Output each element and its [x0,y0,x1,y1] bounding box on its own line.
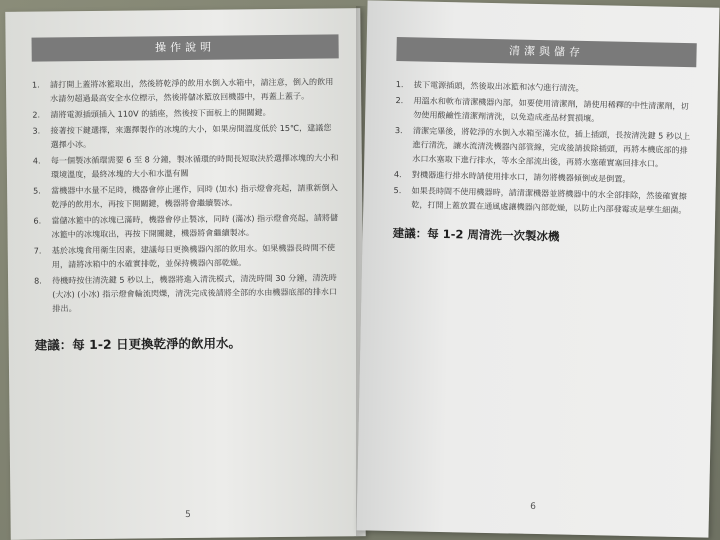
step-text: 清潔完畢後，將乾淨的水倒入水箱至滿水位，插上插頭，長按清洗鍵 5 秒以上進行清洗，讓水流清洗機器內部管線，完成後請拔除插頭，再將本機底部的排水口水塞取下進行排水，等水全部流出後，再將水塞確實塞回排水口。 [412,125,691,169]
step-text: 請將電源插頭插入 110V 的插座，然後按下面板上的開關鍵。 [50,107,271,120]
step-number: 1. [395,78,404,90]
step-text: 當機器中水量不足時，機器會停止運作，同時 (加水) 指示燈會亮起，請重新倒入乾淨的飲用水，再按下開關鍵，機器將會繼續製冰。 [51,182,338,210]
cleaning-step [393,183,694,217]
operation-step [34,270,341,315]
step-number: 1. [31,79,40,90]
operation-steps-list [32,74,341,315]
step-number: 5. [393,184,402,196]
step-text: 基於冰塊食用衛生因素，建議每日更換機器內部的飲用水。如果機器長時間不使用，請將冰箱中的水確實排乾，並保持機器內部乾燥。 [51,242,336,270]
step-number: 7. [33,245,42,256]
cleaning-step [395,93,696,127]
manual-page-left [5,8,366,540]
section-title-cleaning: 清潔與儲存 [396,37,696,67]
step-text: 當儲冰籃中的冰塊已滿時，機器會停止製冰，同時 (滿冰) 指示燈會亮起，請將儲冰籃中的冰塊取出，再按下開關鍵，機器將會繼續製冰。 [51,212,339,240]
step-number: 4. [32,155,41,166]
operation-tip: 建議：每 1-2 日更換乾淨的飲用水。 [34,335,242,353]
step-text: 拔下電源插頭，然後取出冰籃和冰勺進行清洗。 [413,79,584,93]
operation-step [32,120,339,151]
operation-step [32,104,339,121]
step-text: 接著按下鍵選擇，來選擇製作的冰塊的大小，如果房間溫度低於 15℃，建議您選擇小冰。 [50,122,332,150]
step-text: 對機器進行排水時請使用排水口，請勿將機器傾倒或是倒置。 [411,169,631,184]
operation-step [33,180,340,211]
step-text: 用溫水和軟布清潔機器內部，如要使用清潔劑，請使用稀釋的中性清潔劑，切勿使用酸鹼性清潔劑清洗，以免造成產品材質損壞。 [413,95,689,124]
page-number: 6 [530,501,536,513]
step-number: 2. [32,109,41,120]
step-number: 4. [393,168,402,180]
step-text: 請打開上蓋將冰籃取出，然後將乾淨的飲用水倒入水箱中，請注意，倒入的飲用水請勿超過最高安全水位標示，然後將儲冰籃放回機器中，再蓋上蓋子。 [49,76,334,104]
step-text: 每一個製冰循環需要 6 至 8 分鐘，製冰循環的時間長短取決於選擇冰塊的大小和環境溫度，最終冰塊的大小和水溫有關 [50,152,339,180]
step-number: 8. [34,275,42,286]
manual-page-right [356,0,719,537]
cleaning-steps-list [393,77,696,217]
step-number: 6. [33,215,42,226]
cleaning-tip: 建議：每 1-2 周清洗一次製冰機 [392,225,560,244]
step-text: 如果長時間不使用機器時，請清潔機器並將機器中的水全部排除，然後確實擦乾，打開上蓋放置在通風處讓機器內部乾燥，以防止內部發霉或是孳生細菌。 [411,185,687,216]
operation-step [34,240,341,271]
step-text: 待機時按住清洗鍵 5 秒以上，機器將進入清洗模式，清洗時間 30 分鐘，清洗時 (大冰) (小冰) 指示燈會輪流閃爍，清洗完成後請將全部的水由機器底部的排水口排出。 [52,272,338,314]
step-number: 2. [395,94,404,106]
step-number: 3. [394,124,403,136]
operation-step [33,210,340,241]
operation-step [33,150,340,181]
page-number: 5 [185,509,191,521]
step-number: 3. [32,125,41,136]
section-title-operation: 操作說明 [32,34,339,61]
cleaning-step [394,123,695,171]
operation-step [32,74,339,105]
step-number: 5. [33,185,41,196]
